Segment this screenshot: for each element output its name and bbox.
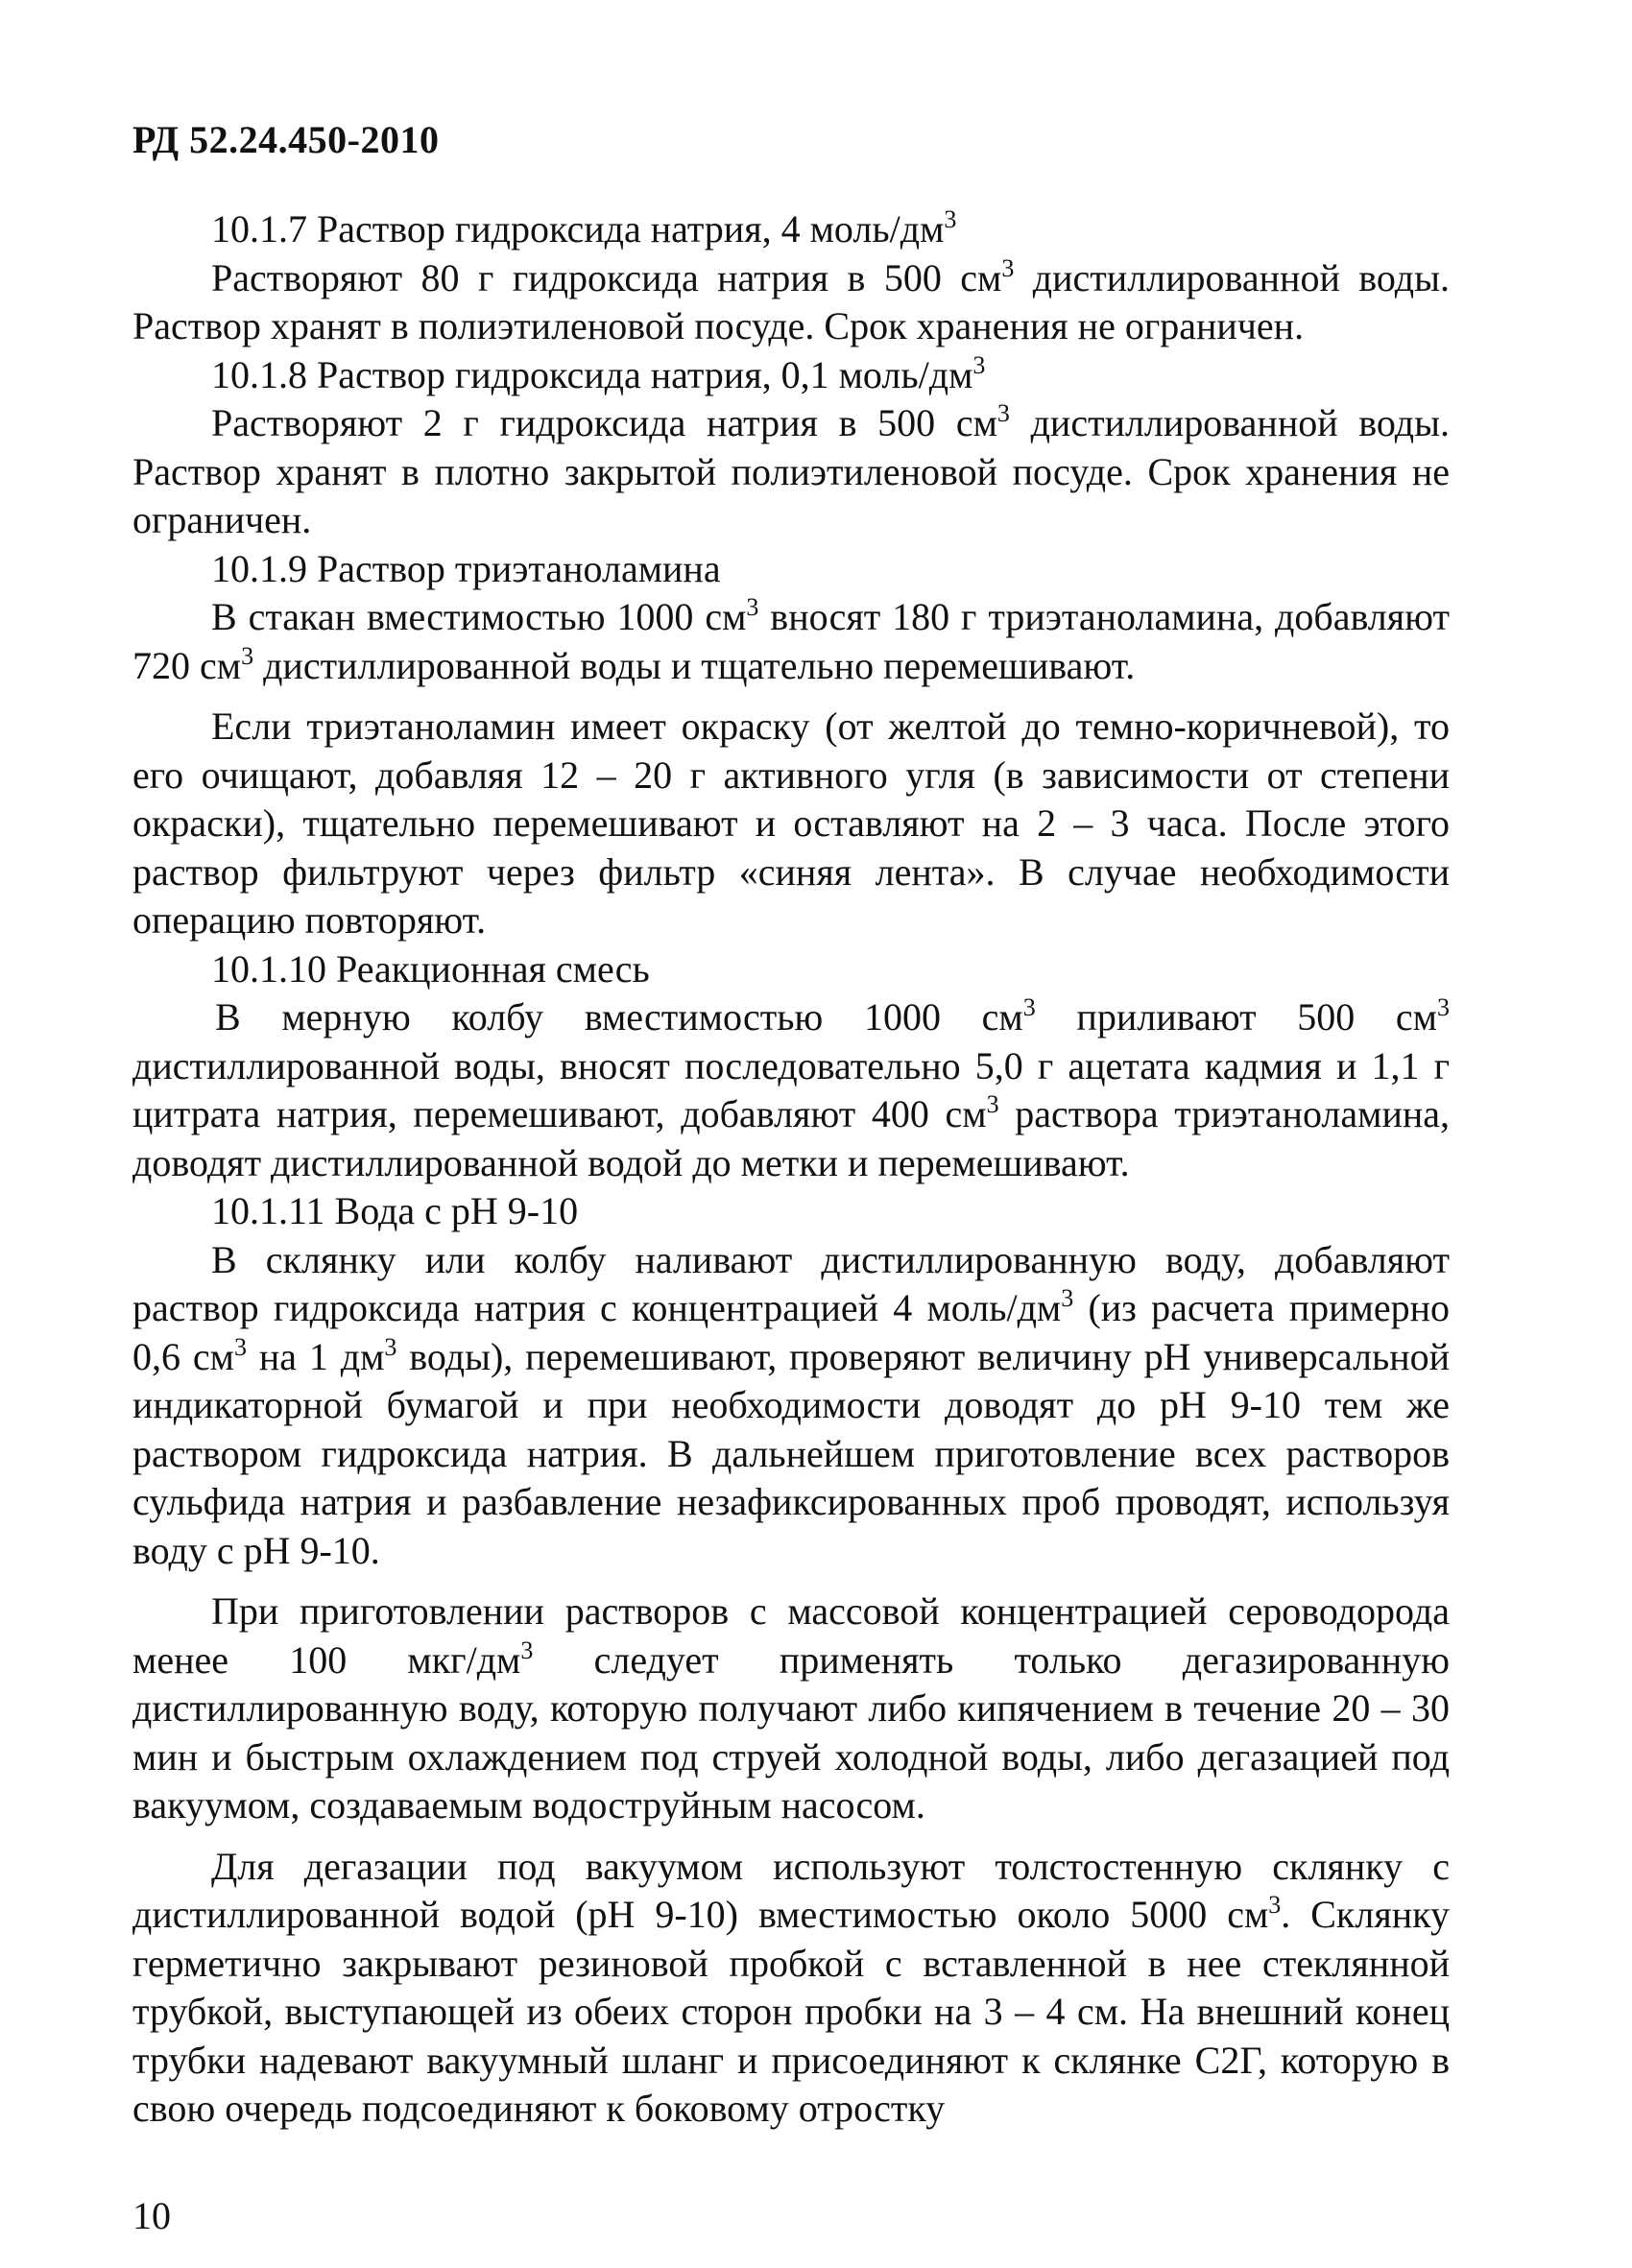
- paragraph-10-1-11-c: [132, 1843, 1450, 2134]
- paragraph-text: (из расчета примерно 0,6 см: [132, 1286, 1450, 1378]
- paragraph-text: В склянку или колбу наливают дистиллированную воду, добавляют раствор гидроксида натрия с концентрацией 4 моль/дм: [132, 1237, 1450, 1329]
- paragraph-10-1-10: [132, 993, 1450, 1187]
- superscript: 3: [1268, 1891, 1282, 1919]
- superscript: 3: [384, 1332, 397, 1361]
- paragraph-text: В стакан вместимостью 1000 см: [211, 595, 747, 638]
- superscript: 3: [996, 399, 1010, 427]
- paragraph-10-1-8: [132, 399, 1450, 545]
- paragraph-text: Растворяют 2 г гидроксида натрия в 500 см: [211, 401, 997, 444]
- superscript: 3: [233, 1332, 247, 1361]
- section-title-10-1-7: [132, 205, 1450, 254]
- paragraph-text: воды), перемешивают, проверяют величину рН универсальной индикаторной бумагой и при необходимости доводят до рН 9-10 тем же раствором гидроксида натрия. В дальнейшем приготовление всех растворов сульфида натрия и разбавление незафиксированных проб проводят, используя воду с рН 9-10.: [132, 1334, 1451, 1572]
- paragraph-text: В мерную колбу вместимостью 1000 см: [215, 995, 1023, 1039]
- superscript: 3: [1001, 253, 1015, 282]
- section-title-10-1-8: [132, 351, 1450, 400]
- paragraph-10-1-7: [132, 254, 1450, 351]
- superscript: 3: [520, 1635, 534, 1664]
- paragraph-text: дистиллированной воды и тщательно перемешивают.: [253, 643, 1136, 687]
- paragraph-10-1-9-b: Если триэтаноламин имеет окраску (от желтой до темно-коричневой), то его очищают, добавляя 12 – 20 г активного угля (в зависимости от степени окраски), тщательно перемешивают и оставляют на 2 – 3 часа. После этого раствор фильтруют через фильтр «синяя лента». В случае необходимости операцию повторяют.: [132, 704, 1450, 942]
- section-title-text: 10.1.7 Раствор гидроксида натрия, 4 моль/дм: [211, 207, 945, 251]
- superscript: 3: [241, 641, 254, 670]
- paragraph-text: приливают 500 см: [1035, 995, 1437, 1039]
- superscript: 3: [1437, 993, 1450, 1021]
- superscript: 3: [1022, 993, 1036, 1021]
- paragraph-10-1-9-a: [132, 593, 1450, 690]
- paragraph-text: дистиллированной воды. Раствор хранят в полиэтиленовой посуде. Срок хранения не ограничен.: [132, 255, 1450, 347]
- section-title-text: 10.1.8 Раствор гидроксида натрия, 0,1 моль/дм: [211, 352, 973, 396]
- section-title-10-1-11: 10.1.11 Вода с рН 9-10: [211, 1189, 579, 1232]
- paragraph-text: вносят 180 г триэтаноламина, добавляют 720 см: [132, 595, 1450, 687]
- paragraph-text: дистиллированной воды. Раствор хранят в плотно закрытой полиэтиленовой посуде. Срок хранения не ограничен.: [132, 401, 1450, 541]
- superscript: 3: [746, 593, 759, 621]
- document-body: [132, 205, 1450, 2134]
- paragraph-text: . Склянку герметично закрывают резиновой пробкой с вставленной в нее стеклянной трубкой, выступающей из обеих сторон пробки на 3 – 4 см. На внешний конец трубки надевают вакуумный шланг и присоединяют к склянке С2Г, которую в свою очередь подсоединяют к боковому отростку: [132, 1893, 1450, 2130]
- superscript: 3: [986, 1090, 999, 1118]
- superscript: 3: [972, 350, 986, 379]
- paragraph-10-1-11-a: [132, 1236, 1450, 1576]
- paragraph-text: При приготовлении растворов с массовой концентрацией сероводорода менее 100 мкг/дм: [132, 1589, 1450, 1682]
- section-title-10-1-9: 10.1.9 Раствор триэтаноламина: [211, 546, 721, 590]
- superscript: 3: [1061, 1284, 1074, 1312]
- document-code-header: РД 52.24.450-2010: [132, 118, 440, 161]
- paragraph-text: Для дегазации под вакуумом используют толстостенную склянку с дистиллированной водой (рН 9-10) вместимостью около 5000 см: [132, 1844, 1450, 1936]
- paragraph-text: дистиллированной воды, вносят последовательно 5,0 г ацетата кадмия и 1,1 г цитрата натрия, перемешивают, добавляют 400 см: [132, 1043, 1450, 1135]
- paragraph-text: Растворяют 80 г гидроксида натрия в 500 см: [211, 255, 1002, 299]
- section-title-10-1-10: 10.1.10 Реакционная смесь: [211, 946, 650, 991]
- superscript: 3: [944, 205, 957, 233]
- paragraph-text: следует применять только дегазированную дистиллированную воду, которую получают либо кипячением в течение 20 – 30 мин и быстрым охлаждением под струей холодной воды, либо дегазацией под вакуумом, создаваемым водоструйным насосом.: [132, 1637, 1450, 1826]
- paragraph-text: раствора триэтаноламина, доводят дистиллированной водой до метки и перемешивают.: [132, 1092, 1451, 1184]
- paragraph-10-1-11-b: [132, 1588, 1450, 1830]
- paragraph-text: на 1 дм: [246, 1334, 385, 1378]
- page-number: 10: [132, 2194, 171, 2237]
